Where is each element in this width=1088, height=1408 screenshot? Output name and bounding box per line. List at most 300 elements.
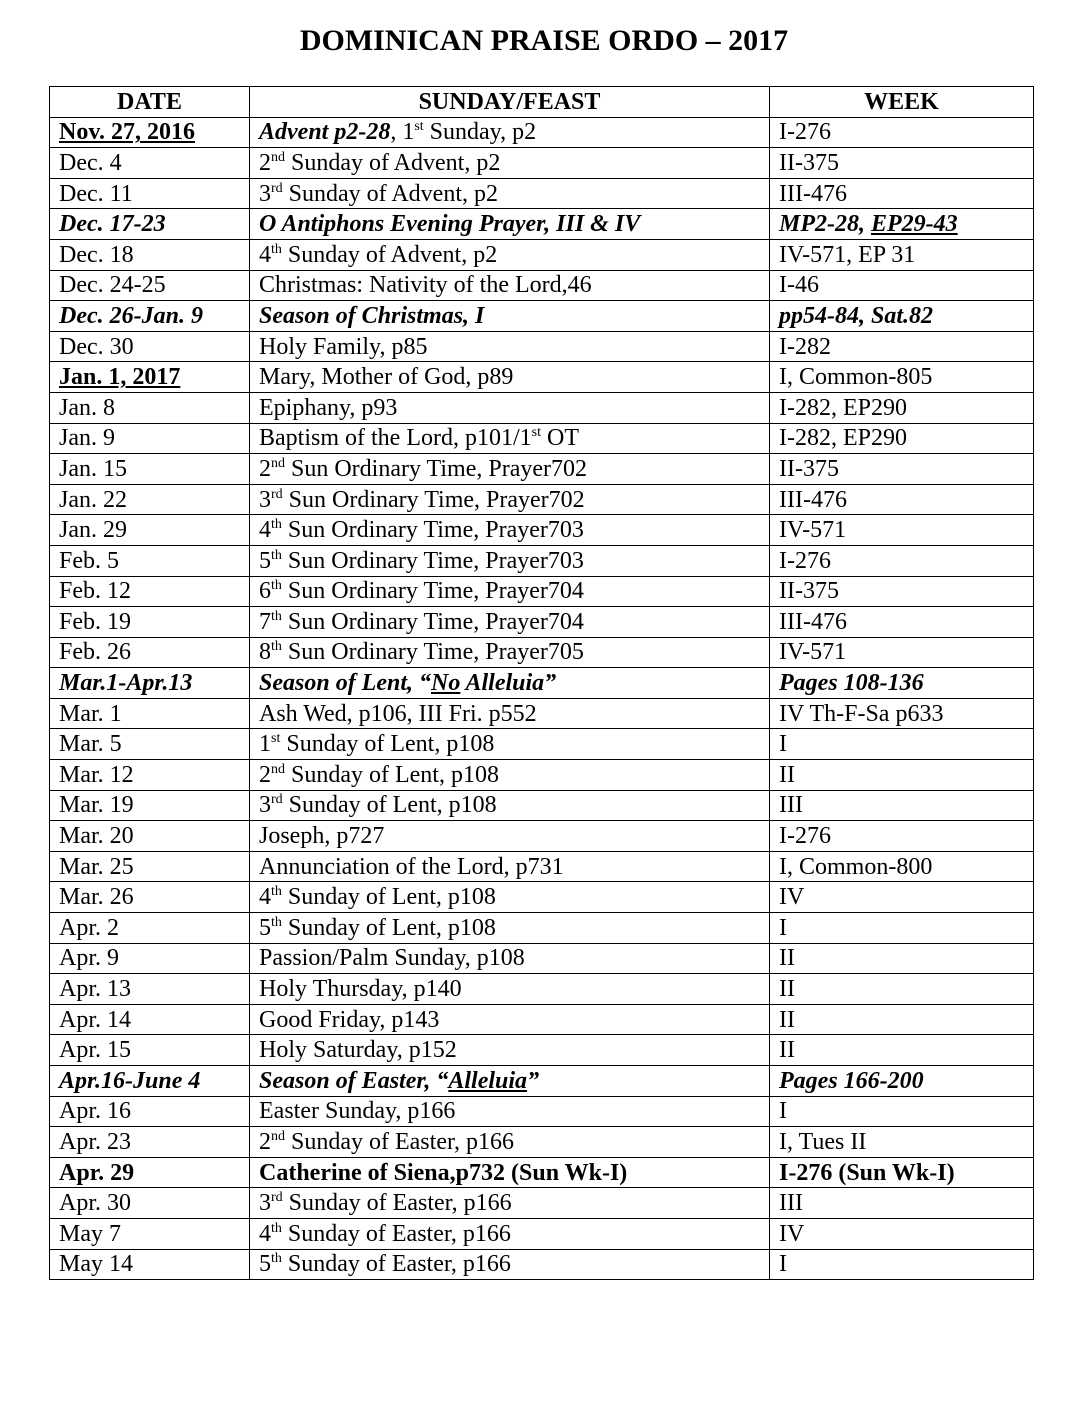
feast-text: Epiphany, p93 (259, 394, 398, 421)
feast-text: Joseph, p727 (259, 823, 385, 850)
date-text: Dec. 26-Jan. 9 (59, 302, 203, 329)
table-row (50, 1249, 1034, 1280)
cell-date (50, 454, 250, 485)
cell-date (50, 637, 250, 668)
cell-week (770, 1066, 1034, 1097)
table-row (50, 821, 1034, 852)
table-row (50, 576, 1034, 607)
table-row (50, 148, 1034, 179)
feast-text: Sun Ordinary Time, Prayer704 (281, 608, 584, 635)
cell-sunday-feast (250, 729, 770, 760)
table-row (50, 851, 1034, 882)
table-row (50, 1188, 1034, 1219)
week-text: III-476 (779, 486, 847, 513)
cell-sunday-feast (250, 1218, 770, 1249)
date-text: Apr. 29 (59, 1159, 135, 1186)
cell-sunday-feast (250, 1096, 770, 1127)
feast-text: Sunday of Easter, p166 (285, 1128, 514, 1155)
ordinal-suffix: th (271, 1220, 282, 1236)
cell-sunday-feast (250, 117, 770, 148)
table-row (50, 301, 1034, 332)
cell-sunday-feast (250, 209, 770, 240)
date-text: May 7 (59, 1220, 121, 1247)
week-text: EP29-43 (871, 211, 958, 238)
cell-week (770, 270, 1034, 301)
cell-week (770, 515, 1034, 546)
cell-date (50, 1004, 250, 1035)
cell-week (770, 1157, 1034, 1188)
date-text: Jan. 9 (59, 425, 115, 452)
cell-date (50, 117, 250, 148)
ordinal-suffix: st (271, 731, 281, 747)
cell-sunday-feast (250, 331, 770, 362)
feast-text: Sunday of Easter, p166 (281, 1251, 511, 1278)
cell-sunday-feast (250, 301, 770, 332)
cell-date (50, 1066, 250, 1097)
week-text: II-375 (779, 578, 839, 605)
date-text: Dec. 18 (59, 241, 134, 268)
cell-sunday-feast (250, 637, 770, 668)
cell-sunday-feast (250, 1157, 770, 1188)
cell-week (770, 362, 1034, 393)
cell-date (50, 148, 250, 179)
date-text: Apr.16-June 4 (59, 1067, 201, 1094)
date-text: Mar. 12 (59, 761, 134, 788)
date-text: Mar. 25 (59, 853, 134, 880)
cell-week (770, 178, 1034, 209)
cell-date (50, 913, 250, 944)
page-title: DOMINICAN PRAISE ORDO – 2017 (299, 24, 789, 57)
date-text: Mar. 1 (59, 700, 122, 727)
feast-text: Sunday of Lent, p108 (281, 914, 496, 941)
feast-text: Sunday of Lent, p108 (280, 731, 495, 758)
cell-sunday-feast (250, 239, 770, 270)
feast-text: 3 (259, 180, 271, 207)
column-header-sunday-feast: SUNDAY/FEAST (250, 87, 770, 118)
table-row (50, 178, 1034, 209)
feast-text: Sunday of Lent, p108 (282, 792, 497, 819)
feast-text: 4 (259, 241, 271, 268)
week-text: IV-571 (779, 639, 847, 666)
cell-week (770, 943, 1034, 974)
cell-date (50, 392, 250, 423)
cell-sunday-feast (250, 1004, 770, 1035)
cell-date (50, 821, 250, 852)
table-row (50, 117, 1034, 148)
cell-date (50, 1218, 250, 1249)
ordinal-suffix: rd (271, 1190, 283, 1206)
ordo-table (49, 86, 1034, 1280)
cell-sunday-feast (250, 882, 770, 913)
cell-date (50, 484, 250, 515)
week-text: III (779, 1190, 803, 1217)
date-text: Feb. 19 (59, 608, 131, 635)
cell-week (770, 484, 1034, 515)
cell-date (50, 1188, 250, 1219)
date-text: Jan. 8 (59, 394, 115, 421)
table-row (50, 362, 1034, 393)
week-text: II (779, 945, 795, 972)
feast-text: Holy Family, p85 (259, 333, 428, 360)
week-text: IV-571, EP 31 (779, 241, 916, 268)
table-header-row (50, 87, 1034, 118)
feast-text: Season of Easter, “ (259, 1067, 449, 1094)
cell-date (50, 1096, 250, 1127)
date-text: Apr. 30 (59, 1190, 131, 1217)
feast-text: 2 (259, 761, 271, 788)
week-text: IV (779, 1220, 805, 1247)
cell-week (770, 1218, 1034, 1249)
week-text: III-476 (779, 608, 847, 635)
date-text: Feb. 5 (59, 547, 119, 574)
feast-text: Mary, Mother of God, p89 (259, 364, 514, 391)
feast-text: Season of Lent, “ (259, 670, 432, 697)
feast-text: O Antiphons Evening Prayer, III & IV (259, 211, 641, 238)
cell-sunday-feast (250, 392, 770, 423)
cell-week (770, 1188, 1034, 1219)
table-body (50, 117, 1034, 1280)
feast-text: 1 (259, 731, 271, 758)
feast-text: Good Friday, p143 (259, 1006, 440, 1033)
cell-date (50, 851, 250, 882)
date-text: Apr. 23 (59, 1128, 131, 1155)
week-text: II (779, 1006, 795, 1033)
week-text: Pages 166-200 (779, 1067, 924, 1094)
week-text: I-276 (779, 119, 831, 146)
cell-date (50, 1035, 250, 1066)
feast-text: Sun Ordinary Time, Prayer702 (285, 455, 587, 482)
cell-week (770, 637, 1034, 668)
cell-date (50, 1157, 250, 1188)
feast-text: Sun Ordinary Time, Prayer703 (281, 517, 584, 544)
week-text: II (779, 1037, 795, 1064)
cell-sunday-feast (250, 270, 770, 301)
cell-date (50, 515, 250, 546)
week-text: I-276 (779, 823, 831, 850)
column-header-date: DATE (50, 87, 250, 118)
cell-week (770, 209, 1034, 240)
cell-date (50, 760, 250, 791)
feast-text: Baptism of the Lord, p101/1 (259, 425, 532, 452)
table-row (50, 1157, 1034, 1188)
cell-sunday-feast (250, 1127, 770, 1158)
ordinal-suffix: nd (271, 149, 285, 165)
week-text: I, Common-805 (779, 364, 933, 391)
date-text: Nov. 27, 2016 (59, 119, 196, 146)
cell-week (770, 301, 1034, 332)
feast-text: Sunday of Advent, p2 (282, 180, 498, 207)
week-text: III (779, 792, 803, 819)
table-row (50, 454, 1034, 485)
cell-sunday-feast (250, 576, 770, 607)
week-text: I-276 (779, 547, 831, 574)
week-text: I-282 (779, 333, 831, 360)
date-text: Dec. 11 (59, 180, 133, 207)
week-text: pp54-84, Sat.82 (779, 302, 934, 329)
cell-date (50, 1249, 250, 1280)
feast-text: Passion/Palm Sunday, p108 (259, 945, 525, 972)
cell-week (770, 454, 1034, 485)
week-text: I (779, 1098, 787, 1125)
date-text: May 14 (59, 1251, 133, 1278)
feast-text: 4 (259, 884, 271, 911)
date-text: Apr. 13 (59, 976, 131, 1003)
week-text: I-282, EP290 (779, 394, 907, 421)
table-row (50, 270, 1034, 301)
feast-text: 2 (259, 1128, 271, 1155)
week-text: III-476 (779, 180, 847, 207)
cell-sunday-feast (250, 760, 770, 791)
cell-sunday-feast (250, 423, 770, 454)
week-text: II-375 (779, 455, 839, 482)
cell-week (770, 545, 1034, 576)
date-text: Apr. 15 (59, 1037, 131, 1064)
feast-text: 3 (259, 792, 271, 819)
cell-date (50, 301, 250, 332)
date-text: Jan. 22 (59, 486, 127, 513)
cell-date (50, 209, 250, 240)
week-text: I, Tues II (779, 1128, 867, 1155)
cell-week (770, 729, 1034, 760)
cell-week (770, 974, 1034, 1005)
table-row (50, 423, 1034, 454)
date-text: Feb. 12 (59, 578, 131, 605)
cell-sunday-feast (250, 484, 770, 515)
ordinal-suffix: nd (271, 455, 285, 471)
date-text: Apr. 14 (59, 1006, 131, 1033)
week-text: I (779, 1251, 787, 1278)
cell-week (770, 423, 1034, 454)
date-text: Apr. 9 (59, 945, 119, 972)
feast-text: Sunday, p2 (423, 119, 537, 146)
cell-sunday-feast (250, 943, 770, 974)
week-text: II (779, 761, 795, 788)
cell-sunday-feast (250, 362, 770, 393)
cell-sunday-feast (250, 178, 770, 209)
cell-date (50, 698, 250, 729)
date-text: Feb. 26 (59, 639, 131, 666)
feast-text: Easter Sunday, p166 (259, 1098, 456, 1125)
table-row (50, 1127, 1034, 1158)
feast-text: 6 (259, 578, 271, 605)
table-row (50, 1035, 1034, 1066)
feast-text: 3 (259, 486, 271, 513)
week-text: II-375 (779, 149, 839, 176)
feast-text: Sun Ordinary Time, Prayer703 (281, 547, 584, 574)
cell-sunday-feast (250, 1188, 770, 1219)
week-text: I, Common-800 (779, 853, 933, 880)
feast-text: 2 (259, 455, 271, 482)
table-row (50, 1218, 1034, 1249)
feast-text: Ash Wed, p106, III Fri. p552 (259, 700, 537, 727)
cell-week (770, 117, 1034, 148)
table-row (50, 1004, 1034, 1035)
table-row (50, 698, 1034, 729)
cell-sunday-feast (250, 454, 770, 485)
feast-text: Holy Thursday, p140 (259, 976, 462, 1003)
cell-date (50, 576, 250, 607)
table-row (50, 331, 1034, 362)
week-text: I-282, EP290 (779, 425, 907, 452)
cell-date (50, 1127, 250, 1158)
cell-week (770, 821, 1034, 852)
feast-text: No (431, 670, 461, 697)
week-text: I-46 (779, 272, 819, 299)
ordinal-suffix: rd (271, 792, 283, 808)
feast-text: 7 (259, 608, 271, 635)
week-text: IV Th-F-Sa p633 (779, 700, 944, 727)
cell-week (770, 576, 1034, 607)
feast-text: 5 (259, 547, 271, 574)
ordinal-suffix: th (271, 547, 282, 563)
table-row (50, 239, 1034, 270)
table-row (50, 943, 1034, 974)
ordinal-suffix: th (271, 914, 282, 930)
cell-week (770, 1127, 1034, 1158)
table-row (50, 607, 1034, 638)
date-text: Jan. 15 (59, 455, 127, 482)
cell-week (770, 1004, 1034, 1035)
cell-week (770, 1096, 1034, 1127)
week-text: II (779, 976, 795, 1003)
cell-sunday-feast (250, 913, 770, 944)
cell-date (50, 974, 250, 1005)
ordinal-suffix: th (271, 517, 282, 533)
date-text: Apr. 2 (59, 914, 119, 941)
cell-date (50, 239, 250, 270)
date-text: Jan. 29 (59, 517, 127, 544)
cell-sunday-feast (250, 545, 770, 576)
feast-text: Advent p2-28 (259, 119, 391, 146)
table-row (50, 974, 1034, 1005)
feast-text: Sunday of Lent, p108 (285, 761, 499, 788)
table-row (50, 913, 1034, 944)
week-text: MP2-28, (779, 211, 871, 238)
ordinal-suffix: nd (271, 761, 285, 777)
feast-text: Sunday of Lent, p108 (281, 884, 496, 911)
table-row (50, 1066, 1034, 1097)
cell-week (770, 148, 1034, 179)
feast-text: Sun Ordinary Time, Prayer705 (281, 639, 584, 666)
feast-text: Holy Saturday, p152 (259, 1037, 457, 1064)
ordinal-suffix: th (271, 884, 282, 900)
cell-week (770, 392, 1034, 423)
feast-text: 5 (259, 1251, 271, 1278)
week-text: I (779, 914, 787, 941)
cell-week (770, 913, 1034, 944)
feast-text: Sunday of Easter, p166 (282, 1190, 512, 1217)
table-row (50, 882, 1034, 913)
feast-text: 8 (259, 639, 271, 666)
table-row (50, 790, 1034, 821)
ordinal-suffix: th (271, 578, 282, 594)
cell-sunday-feast (250, 515, 770, 546)
cell-date (50, 607, 250, 638)
cell-week (770, 607, 1034, 638)
week-text: IV-571 (779, 517, 847, 544)
week-text: IV (779, 884, 805, 911)
feast-text: Sun Ordinary Time, Prayer704 (281, 578, 584, 605)
feast-text: Alleluia (448, 1067, 528, 1094)
feast-text: Annunciation of the Lord, p731 (259, 853, 564, 880)
cell-sunday-feast (250, 668, 770, 699)
cell-sunday-feast (250, 1249, 770, 1280)
date-text: Dec. 4 (59, 149, 122, 176)
cell-sunday-feast (250, 1066, 770, 1097)
cell-sunday-feast (250, 790, 770, 821)
date-text: Mar. 5 (59, 731, 122, 758)
table-row (50, 209, 1034, 240)
cell-week (770, 760, 1034, 791)
feast-text: Season of Christmas, I (259, 302, 485, 329)
cell-date (50, 943, 250, 974)
feast-text: , 1 (390, 119, 415, 146)
cell-sunday-feast (250, 851, 770, 882)
cell-date (50, 362, 250, 393)
ordinal-suffix: nd (271, 1128, 285, 1144)
cell-week (770, 1035, 1034, 1066)
feast-text: 5 (259, 914, 271, 941)
cell-date (50, 790, 250, 821)
feast-text: 4 (259, 517, 271, 544)
date-text: Mar. 20 (59, 823, 134, 850)
date-text: Dec. 30 (59, 333, 134, 360)
cell-date (50, 270, 250, 301)
table-row (50, 1096, 1034, 1127)
ordinal-suffix: rd (271, 486, 283, 502)
cell-week (770, 698, 1034, 729)
ordinal-suffix: rd (271, 180, 283, 196)
feast-text: 4 (259, 1220, 271, 1247)
week-text: Pages 108-136 (779, 670, 924, 697)
cell-sunday-feast (250, 698, 770, 729)
cell-week (770, 668, 1034, 699)
ordinal-suffix: st (531, 425, 541, 441)
cell-date (50, 882, 250, 913)
cell-date (50, 331, 250, 362)
ordinal-suffix: th (271, 608, 282, 624)
date-text: Dec. 24-25 (59, 272, 166, 299)
feast-text: 3 (259, 1190, 271, 1217)
feast-text: Sunday of Advent, p2 (285, 149, 501, 176)
date-text: Dec. 17-23 (59, 211, 166, 238)
table-row (50, 515, 1034, 546)
cell-sunday-feast (250, 148, 770, 179)
date-text: Mar. 26 (59, 884, 134, 911)
cell-week (770, 851, 1034, 882)
feast-text: OT (540, 425, 579, 452)
cell-sunday-feast (250, 1035, 770, 1066)
table-row (50, 760, 1034, 791)
ordinal-suffix: th (271, 241, 282, 257)
date-text: Apr. 16 (59, 1098, 131, 1125)
cell-sunday-feast (250, 974, 770, 1005)
table-row (50, 484, 1034, 515)
cell-sunday-feast (250, 821, 770, 852)
feast-text: Sunday of Advent, p2 (281, 241, 498, 268)
cell-date (50, 545, 250, 576)
cell-date (50, 668, 250, 699)
date-text: Jan. 1, 2017 (59, 364, 181, 391)
table-row (50, 545, 1034, 576)
cell-date (50, 178, 250, 209)
feast-text: Christmas: Nativity of the Lord,46 (259, 272, 592, 299)
table-row (50, 392, 1034, 423)
feast-text: Sunday of Easter, p166 (281, 1220, 511, 1247)
cell-week (770, 1249, 1034, 1280)
date-text: Mar.1-Apr.13 (59, 670, 193, 697)
cell-week (770, 331, 1034, 362)
